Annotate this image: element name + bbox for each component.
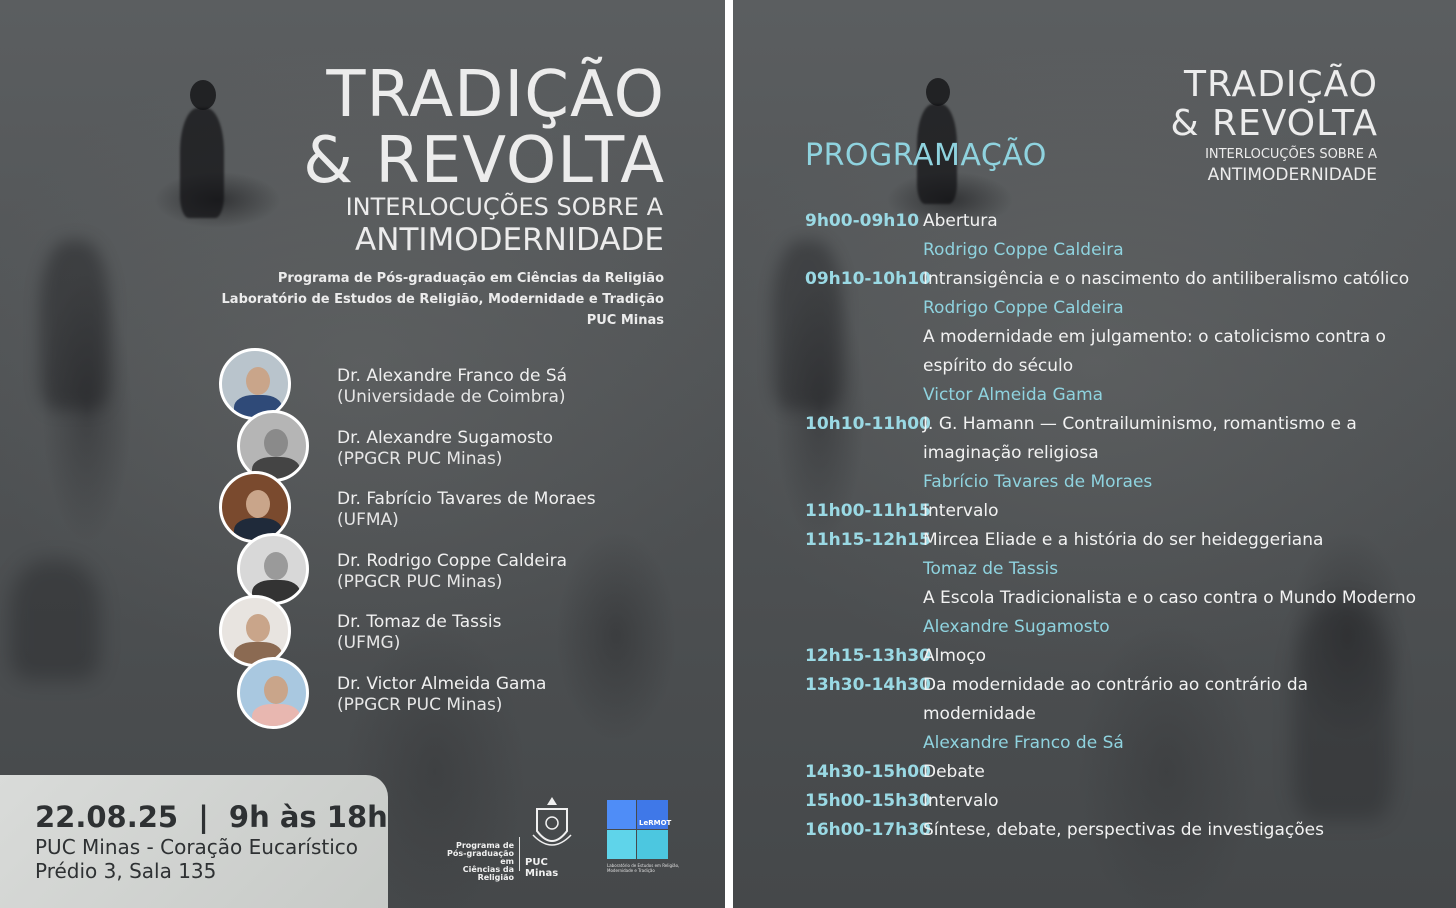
event-time: 9h às 18h (228, 800, 388, 834)
schedule-speaker: Rodrigo Coppe Caldeira (923, 298, 1124, 318)
schedule-time: 14h30-15h00 (805, 762, 931, 782)
schedule-speaker: Tomaz de Tassis (923, 559, 1059, 579)
lermot-logo-text: LeRMOT (639, 819, 672, 827)
schedule-time: 12h15-13h30 (805, 646, 931, 666)
speaker-affiliation: (PPGCR PUC Minas) (337, 449, 503, 469)
schedule-time: 15h00-15h30 (805, 791, 931, 811)
schedule-event: modernidade (923, 704, 1036, 724)
schedule-event: Debate (923, 762, 985, 782)
schedule-speaker: Fabrício Tavares de Moraes (923, 472, 1153, 492)
avatar-body (252, 704, 300, 729)
avatar (219, 595, 291, 667)
speaker-name: Dr. Alexandre Sugamosto (337, 428, 554, 448)
speaker-name: Dr. Fabrício Tavares de Moraes (337, 489, 596, 509)
schedule-event: Mircea Eliade e a história do ser heideggeriana (923, 530, 1324, 550)
avatar-face (246, 490, 270, 518)
avatar-face (264, 676, 288, 704)
schedule-event: A modernidade em julgamento: o catolicismo contra o (923, 327, 1386, 347)
schedule-event: Intervalo (923, 791, 999, 811)
schedule-event: Intransigência e o nascimento do antiliberalismo católico (923, 269, 1410, 289)
schedule-event: Almoço (923, 646, 987, 666)
blurred-figure (40, 240, 110, 410)
organizer-line: PUC Minas (586, 313, 664, 328)
poster-subtitle-line1: INTERLOCUÇÕES SOBRE A (345, 193, 663, 221)
schedule-speaker: Alexandre Sugamosto (923, 617, 1110, 637)
schedule-speaker: Rodrigo Coppe Caldeira (923, 240, 1124, 260)
organizer-line: Laboratório de Estudos de Religião, Modernidade e Tradição (221, 292, 664, 307)
event-poster (0, 0, 725, 908)
avatar (237, 657, 309, 729)
walking-figure-head (926, 78, 950, 106)
blurred-figure (773, 240, 843, 410)
organizer-line: Programa de Pós-graduação em Ciências da Religião (277, 271, 664, 286)
lermot-logo-caption (607, 863, 679, 873)
logo-square (607, 800, 636, 829)
schedule-poster (733, 0, 1456, 908)
date-location-box (0, 775, 388, 908)
lermot-caption-line: Laboratório de Estudos em Religião, (607, 863, 680, 868)
schedule-speaker: Alexandre Franco de Sá (923, 733, 1124, 753)
schedule-event: espírito do século (923, 356, 1074, 376)
schedule-time: 16h00-17h30 (805, 820, 931, 840)
schedule-event: Da modernidade ao contrário ao contrário da (923, 675, 1309, 695)
logo-square (607, 830, 636, 859)
schedule-event: A Escola Tradicionalista e o caso contra o Mundo Moderno (923, 588, 1417, 608)
program-logo-line: Ciências da Religião (462, 865, 514, 882)
date-separator: | (198, 800, 209, 834)
logo-divider (519, 837, 520, 871)
logo-square (637, 830, 668, 859)
speaker-name: Dr. Rodrigo Coppe Caldeira (337, 551, 567, 571)
poster-subtitle-line2: ANTIMODERNIDADE (355, 222, 664, 258)
poster-title-line1: TRADIÇÃO (1184, 64, 1378, 105)
speaker-affiliation: (UFMA) (337, 510, 399, 530)
schedule-time: 09h10-10h10 (805, 269, 931, 289)
speaker-name: Dr. Tomaz de Tassis (337, 612, 502, 632)
walking-figure-head (190, 80, 216, 110)
program-logo-line: Pós-graduação em (447, 849, 514, 866)
schedule-event: J. G. Hamann — Contrailuminismo, romantismo e a (923, 414, 1357, 434)
speaker-name: Dr. Alexandre Franco de Sá (337, 366, 568, 386)
avatar-face (264, 552, 288, 580)
speaker-affiliation: (PPGCR PUC Minas) (337, 572, 503, 592)
schedule-event: imaginação religiosa (923, 443, 1099, 463)
avatar (219, 471, 291, 543)
avatar (237, 533, 309, 605)
lermot-logo (600, 797, 680, 877)
walking-figure (180, 108, 224, 218)
puc-logo-text: PUC Minas (525, 857, 559, 879)
poster-title-line2: & REVOLTA (1170, 103, 1378, 144)
schedule-time: 11h00-11h15 (805, 501, 931, 521)
poster-title-line1: TRADIÇÃO (326, 58, 665, 132)
schedule-event: Síntese, debate, perspectivas de investigações (923, 820, 1324, 840)
lermot-caption-line: Modernidade e Tradição (607, 868, 655, 873)
schedule-event: Abertura (923, 211, 998, 231)
avatar-face (264, 429, 288, 457)
schedule-event: Intervalo (923, 501, 999, 521)
venue-line2: Prédio 3, Sala 135 (35, 859, 217, 883)
organizer-text (222, 268, 664, 331)
speaker-affiliation: (Universidade de Coimbra) (337, 387, 566, 407)
puc-minas-logo (433, 795, 583, 882)
venue-line1: PUC Minas - Coração Eucarístico (35, 835, 359, 859)
schedule-time: 13h30-14h30 (805, 675, 931, 695)
speaker-affiliation: (PPGCR PUC Minas) (337, 695, 503, 715)
event-date-line (35, 800, 388, 834)
schedule-speaker: Victor Almeida Gama (923, 385, 1104, 405)
schedule-heading: PROGRAMAÇÃO (805, 138, 1047, 173)
avatar (219, 348, 291, 420)
speaker-affiliation: (UFMG) (337, 633, 401, 653)
blurred-figure (1293, 600, 1393, 820)
event-date: 22.08.25 (35, 800, 179, 834)
poster-subtitle-line2: ANTIMODERNIDADE (1207, 165, 1377, 185)
program-logo-text (433, 842, 514, 882)
puc-crest-icon (527, 795, 577, 857)
poster-title-line2: & REVOLTA (303, 124, 665, 198)
avatar-face (246, 614, 270, 642)
schedule-time: 9h00-09h10 (805, 211, 920, 231)
program-logo-line: Programa de (455, 841, 514, 850)
avatar-face (246, 367, 270, 395)
schedule-time: 11h15-12h15 (805, 530, 931, 550)
schedule-time: 10h10-11h00 (805, 414, 931, 434)
blurred-figure (10, 560, 100, 680)
speaker-name: Dr. Victor Almeida Gama (337, 674, 547, 694)
poster-subtitle-line1: INTERLOCUÇÕES SOBRE A (1205, 147, 1377, 162)
